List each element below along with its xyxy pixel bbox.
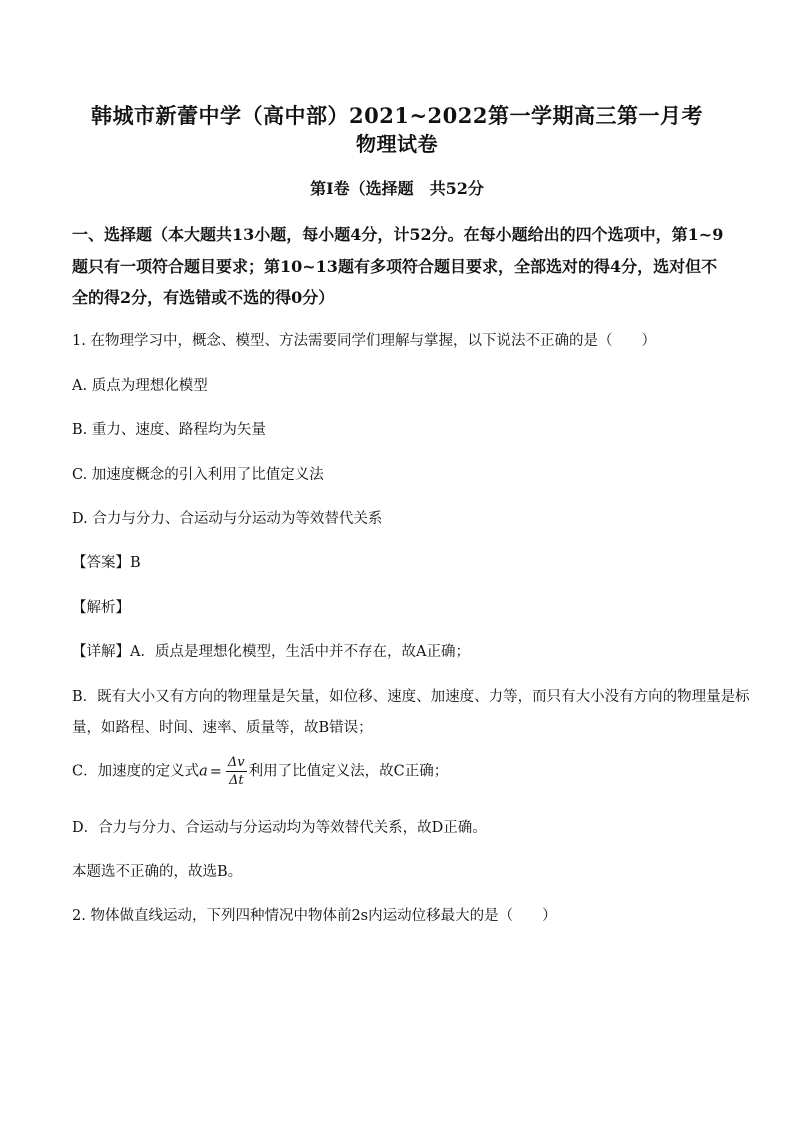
section-instructions-line-3: 全的得2分，有选错或不选的得0分） <box>72 288 335 307</box>
formula-variable-a: a <box>199 763 208 780</box>
question-1-detail-b-line-1: B．既有大小又有方向的物理量是矢量，如位移、速度、加速度、力等，而只有大小没有方向的物理量是标 <box>72 689 750 705</box>
question-1-detail-d: D．合力与分力、合运动与分运动均为等效替代关系，故D正确。 <box>72 820 487 836</box>
question-1-conclusion: 本题选不正确的，故选B。 <box>72 864 243 880</box>
question-2-stem: 2. 物体做直线运动，下列四种情况中物体前2s内运动位移最大的是（ ） <box>72 908 557 924</box>
formula-denominator: Δt <box>228 773 244 788</box>
formula-numerator: Δv <box>227 755 245 770</box>
question-1-detail-a: 【详解】A．质点是理想化模型，生活中并不存在，故A正确； <box>72 644 470 660</box>
exam-subtitle: 物理试卷 <box>356 132 438 156</box>
formula-equals: = <box>209 763 222 780</box>
question-1-detail-b-line-2: 量，如路程、时间、速率、质量等，故B错误； <box>72 720 373 736</box>
question-1-stem: 1. 在物理学习中，概念、模型、方法需要同学们理解与掌握，以下说法不正确的是（ ） <box>72 333 656 349</box>
question-1-detail-c <box>72 756 448 787</box>
question-1-answer: 【答案】B <box>72 555 141 571</box>
question-1-analysis-label: 【解析】 <box>72 600 130 616</box>
question-1-option-b: B. 重力、速度、路程均为矢量 <box>72 422 266 438</box>
question-1-option-a: A. 质点为理想化模型 <box>72 378 208 394</box>
exam-title: 韩城市新蕾中学（高中部）2021~2022第一学期高三第一月考 <box>91 103 703 128</box>
volume-heading: 第I卷（选择题 共52分 <box>310 179 484 198</box>
question-1-option-c: C. 加速度概念的引入利用了比值定义法 <box>72 467 324 483</box>
detail-c-suffix: 利用了比值定义法，故C正确； <box>248 763 449 780</box>
section-instructions-line-2: 题只有一项符合题目要求；第10~13题有多项符合题目要求，全部选对的得4分，选对但不 <box>72 257 718 276</box>
question-1-option-d: D. 合力与分力、合运动与分运动为等效替代关系 <box>72 511 383 527</box>
formula-fraction <box>226 756 247 787</box>
section-instructions-line-1: 一、选择题（本大题共13小题，每小题4分，计52分。在每小题给出的四个选项中，第1~9 <box>72 225 724 244</box>
detail-c-prefix: C．加速度的定义式 <box>72 763 200 780</box>
